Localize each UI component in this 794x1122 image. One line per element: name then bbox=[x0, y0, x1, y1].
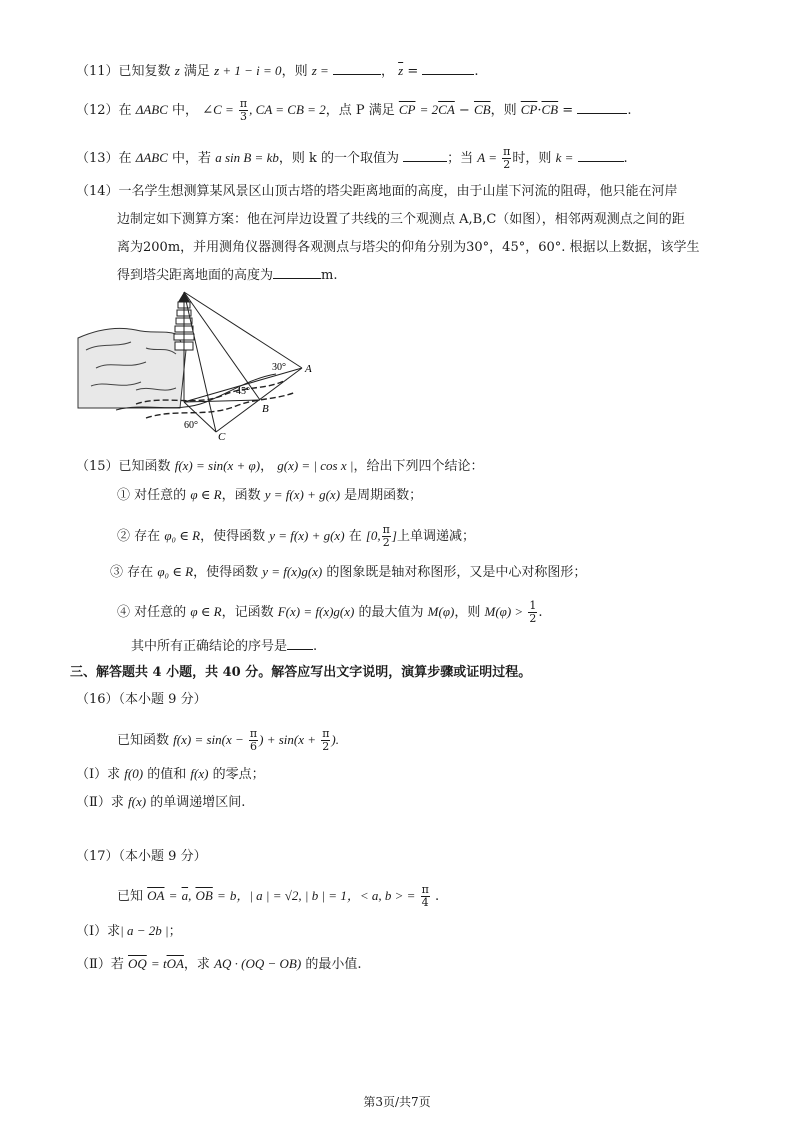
label-c: C bbox=[218, 431, 226, 440]
q11-zbar: $\overline{z}$ bbox=[398, 63, 404, 78]
q13-blank-2[interactable] bbox=[578, 149, 624, 162]
q12-vec-ca: $\overline{CA}$ bbox=[438, 102, 455, 117]
q12-vec-cb: $\overline{CB}$ bbox=[473, 102, 491, 117]
q17-end: . bbox=[434, 889, 440, 904]
q17-part2-b: = t bbox=[150, 956, 167, 971]
q15-blank[interactable] bbox=[287, 637, 313, 650]
q11-number: （11） bbox=[76, 64, 119, 79]
q15-conclusion-end: . bbox=[313, 639, 318, 654]
q15-f-def: f(x) = sin(x + φ) bbox=[174, 458, 261, 473]
q14-text-4: 得到塔尖距离地面的高度为 bbox=[117, 268, 274, 283]
label-60: 60° bbox=[184, 420, 198, 431]
q13-blank-1[interactable] bbox=[403, 149, 447, 162]
q12-dot: · bbox=[537, 103, 542, 118]
q15-item-4 bbox=[117, 600, 542, 625]
q15-item4-f: M(φ) bbox=[427, 604, 455, 619]
q15-item1-d: y = f(x) + g(x) bbox=[264, 487, 341, 502]
q12-fraction bbox=[239, 98, 248, 123]
q15-item2-d: y = f(x) + g(x) bbox=[269, 528, 345, 543]
q11-equation: z + 1 − i = 0 bbox=[214, 63, 282, 78]
q15-item4-frac-den: 2 bbox=[529, 612, 537, 625]
q17-vec-oa: $\overline{OA}$ bbox=[147, 888, 165, 903]
q13-frac-den: 2 bbox=[503, 158, 511, 171]
q13-k-eq: k = bbox=[555, 150, 574, 165]
q15-item2-frac bbox=[382, 524, 391, 549]
q15-item2-f: [0, bbox=[365, 528, 381, 543]
q17-vec-oa-2: $\overline{OA}$ bbox=[166, 956, 184, 971]
q13-text3: 时，则 bbox=[512, 151, 552, 166]
q17-part-2 bbox=[76, 955, 361, 974]
q15-item1-b: φ ∈ R bbox=[190, 487, 222, 502]
section-3-title: 三、解答题共 4 小题，共 40 分。解答应写出文字说明，演算步骤或证明过程。 bbox=[70, 665, 532, 680]
q12-eq2: = bbox=[562, 103, 574, 118]
q11-blank-2[interactable] bbox=[422, 62, 474, 75]
q15-item3-a: 存在 bbox=[127, 565, 154, 580]
q15-item4-c: ，记函数 bbox=[221, 605, 274, 620]
q15-item4-a: 对任意的 bbox=[134, 605, 187, 620]
q17-frac-num: π bbox=[421, 883, 429, 896]
q15-item-2 bbox=[117, 524, 475, 549]
q14-blank[interactable] bbox=[273, 266, 321, 279]
q13-mid: 中，若 bbox=[172, 151, 212, 166]
q14-unit: m. bbox=[321, 268, 338, 283]
q12-condition: , CA = CB = 2 bbox=[249, 102, 326, 117]
q16-part-1 bbox=[76, 765, 265, 784]
q12-vec-cp: $\overline{CP}$ bbox=[398, 102, 416, 117]
q13-stem: 在 bbox=[118, 151, 132, 166]
q15-item2-h: 上单调递减； bbox=[396, 529, 475, 544]
q14-line-3: 离为200m，并用测角仪器测得各观测点与塔尖的仰角分别为30°，45°，60°. 根据以上数据，该学生 bbox=[117, 240, 700, 255]
q15-item3-e: 的图象既是轴对称图形，又是中心对称图形； bbox=[326, 565, 587, 580]
q16-part-2 bbox=[76, 793, 245, 812]
q15-item-3 bbox=[110, 563, 586, 582]
q16-number: （16） bbox=[76, 692, 119, 707]
q15-item-1 bbox=[117, 486, 422, 505]
q16-frac-1 bbox=[249, 728, 258, 753]
q14-line-1 bbox=[76, 183, 678, 201]
q15-item4-num: ④ bbox=[117, 605, 131, 620]
q15-item2-b: φ₀ ∈ R bbox=[164, 528, 201, 543]
q11-z-equals: z = bbox=[311, 63, 329, 78]
q11-stem: 已知复数 bbox=[118, 64, 171, 79]
q17-vec-oq: $\overline{OQ}$ bbox=[128, 956, 147, 971]
q17-part2-e: 的最小值. bbox=[305, 957, 362, 972]
q15-number: （15） bbox=[76, 459, 119, 474]
q15-conclusion-text: 其中所有正确结论的序号是 bbox=[131, 639, 288, 654]
q17-frac bbox=[421, 884, 430, 909]
q17-part2-a: 若 bbox=[110, 957, 124, 972]
q15-item2-a: 存在 bbox=[134, 529, 161, 544]
q13-end: . bbox=[623, 151, 628, 166]
q12-mid: 中， bbox=[172, 103, 199, 118]
q15-item3-c: ，使得函数 bbox=[193, 565, 259, 580]
q17-vec-b: b bbox=[229, 888, 237, 903]
q15-item1-num: ① bbox=[117, 488, 131, 503]
q15-item2-num: ② bbox=[117, 529, 131, 544]
q15-item4-frac bbox=[528, 600, 537, 625]
q11: （11）已知复数 z 满足 z + 1 − i = 0，则 z = ， $\overline{z}$ = . bbox=[76, 63, 479, 79]
tower-diagram bbox=[76, 290, 326, 440]
q16-part2-num: （Ⅱ） bbox=[76, 795, 111, 810]
q12-number: （12） bbox=[76, 103, 119, 118]
q14-text-1: 一名学生想测算某风景区山顶古塔的塔尖距离地面的高度，由于山崖下河流的阻碍，他只能在河岸 bbox=[118, 184, 678, 199]
q17-number: （17） bbox=[76, 849, 119, 864]
q15-item2-frac-den: 2 bbox=[382, 536, 390, 549]
q17-vec-a: $\overline{a}$ bbox=[181, 888, 189, 903]
q17-eq-b: = bbox=[216, 888, 226, 903]
q16-f-c: ). bbox=[331, 732, 340, 747]
q14-line-2: 边制定如下测算方案：他在河岸边设置了共线的三个观测点 A,B,C（如图），相邻两观测点之间的距 bbox=[117, 212, 685, 227]
q12-stem: 在 bbox=[118, 103, 132, 118]
q13-a-eq: A = bbox=[477, 150, 498, 165]
page-footer: 第3页/共7页 bbox=[363, 1095, 431, 1109]
q11-separator: ， bbox=[380, 64, 394, 79]
observation-line bbox=[216, 368, 302, 432]
q17-comma: , bbox=[188, 888, 192, 903]
q15-stem bbox=[76, 457, 483, 476]
q17-part2-d: AQ · (OQ − OB) bbox=[214, 956, 302, 971]
q12-frac-den: 3 bbox=[240, 110, 248, 123]
label-a: A bbox=[305, 363, 312, 375]
q15-item2-frac-num: π bbox=[382, 523, 390, 536]
q15-item3-d: y = f(x)g(x) bbox=[262, 564, 323, 579]
q16-part1-num: （Ⅰ） bbox=[76, 767, 108, 782]
q13-triangle: ΔABC bbox=[135, 150, 168, 165]
q16-frac-2 bbox=[321, 728, 330, 753]
q17-eq-a: = bbox=[168, 888, 178, 903]
q17-part2-c: ，求 bbox=[183, 957, 210, 972]
q15-item2-g: ] bbox=[391, 528, 397, 543]
q17-stem-text: 已知 bbox=[117, 889, 144, 904]
q15-conclusion bbox=[131, 637, 317, 656]
q15-sep: ， bbox=[260, 459, 274, 474]
label-45: 45° bbox=[236, 386, 250, 397]
q17-points: （本小题 9 分） bbox=[118, 849, 207, 864]
q15-item2-c: ，使得函数 bbox=[200, 529, 266, 544]
q16-part1-c: 的值和 bbox=[147, 767, 187, 782]
q17-vec-ob: $\overline{OB}$ bbox=[195, 888, 213, 903]
q16-part2-b: f(x) bbox=[128, 794, 147, 809]
q16-part1-b: f(0) bbox=[124, 766, 144, 781]
q16-stem bbox=[117, 728, 339, 753]
label-30: 30° bbox=[272, 362, 286, 373]
q16-f-a: f(x) = sin(x − bbox=[173, 732, 244, 747]
q15-item1-a: 对任意的 bbox=[134, 488, 187, 503]
q16-frac2-den: 2 bbox=[322, 740, 330, 753]
q12-end: . bbox=[627, 103, 632, 118]
q15-item2-e: 在 bbox=[348, 529, 362, 544]
q15-item4-b: φ ∈ R bbox=[190, 604, 222, 619]
sightline-a bbox=[184, 292, 302, 368]
q15-item3-b: φ₀ ∈ R bbox=[157, 564, 194, 579]
q16-part1-d: f(x) bbox=[190, 766, 209, 781]
q15-item4-h: M(φ) > bbox=[484, 604, 524, 619]
q15-g-def: g(x) = | cos x | bbox=[277, 458, 354, 473]
q14-line-4 bbox=[117, 266, 337, 285]
q15-item1-c: ，函数 bbox=[221, 488, 261, 503]
q12-p-text: ，点 P 满足 bbox=[325, 103, 395, 118]
q15-item3-num: ③ bbox=[110, 565, 124, 580]
q13-number: （13） bbox=[76, 151, 119, 166]
q15-stem-text: 已知函数 bbox=[118, 459, 171, 474]
q12-minus: − bbox=[458, 103, 470, 118]
q13-frac-num: π bbox=[503, 145, 511, 158]
q16-header bbox=[76, 691, 207, 709]
q15-item4-frac-num: 1 bbox=[529, 599, 537, 612]
q17-part2-num: （Ⅱ） bbox=[76, 957, 111, 972]
q16-part1-a: 求 bbox=[107, 767, 121, 782]
q16-part2-a: 求 bbox=[110, 795, 124, 810]
q16-frac2-num: π bbox=[322, 727, 330, 740]
sightline-c bbox=[184, 292, 216, 432]
q12-then: ，则 bbox=[490, 103, 517, 118]
q16-stem-text: 已知函数 bbox=[117, 733, 170, 748]
q15-item4-d: F(x) = f(x)g(x) bbox=[277, 604, 355, 619]
q13 bbox=[76, 146, 628, 171]
q11-eq-sign: = bbox=[407, 64, 419, 79]
q17-frac-den: 4 bbox=[421, 896, 429, 909]
q12-angle: ∠C = bbox=[202, 102, 234, 117]
q11-blank-1[interactable] bbox=[333, 62, 381, 75]
cliff-rock bbox=[78, 328, 186, 408]
q15-item4-e: 的最大值为 bbox=[358, 605, 424, 620]
q15-item1-e: 是周期函数； bbox=[344, 488, 423, 503]
q13-text2: ；当 bbox=[447, 151, 474, 166]
q11-then: ，则 bbox=[281, 64, 308, 79]
q16-frac1-den: 6 bbox=[250, 740, 258, 753]
q15-item4-end: . bbox=[538, 605, 543, 620]
q17-part-1 bbox=[76, 922, 182, 941]
q13-condition: a sin B = kb bbox=[215, 150, 279, 165]
q13-text1: ，则 k 的一个取值为 bbox=[278, 151, 399, 166]
q12-frac-num: π bbox=[239, 97, 248, 110]
q11-end: . bbox=[474, 64, 479, 79]
q17-part1-num: （Ⅰ） bbox=[76, 924, 108, 939]
q11-condition: 满足 bbox=[183, 64, 210, 79]
q12-blank[interactable] bbox=[577, 101, 627, 114]
q13-fraction bbox=[502, 146, 511, 171]
q12-vec-cb-2: $\overline{CB}$ bbox=[541, 102, 559, 117]
q17-stem bbox=[117, 884, 439, 909]
label-b: B bbox=[262, 403, 269, 415]
q16-points: （本小题 9 分） bbox=[118, 692, 207, 707]
q14-figure bbox=[76, 290, 326, 440]
q16-part1-e: 的零点； bbox=[212, 767, 265, 782]
q12 bbox=[76, 98, 631, 123]
q16-part2-c: 的单调递增区间. bbox=[150, 795, 246, 810]
q12-vec-cp-2: $\overline{CP}$ bbox=[520, 102, 538, 117]
q17-header bbox=[76, 848, 207, 866]
q17-part1-b: | a − 2b | bbox=[120, 923, 169, 938]
q17-part1-c: ； bbox=[168, 924, 182, 939]
q16-f-b: ) + sin(x + bbox=[259, 732, 317, 747]
q17-part1-a: 求 bbox=[107, 924, 121, 939]
q12-triangle: ΔABC bbox=[135, 102, 168, 117]
q12-eq1: = 2 bbox=[419, 102, 439, 117]
q17-magnitudes: ，| a | = √2, | b | = 1 bbox=[236, 888, 347, 903]
q15-tail: ，给出下列四个结论： bbox=[353, 459, 484, 474]
q15-item4-g: ，则 bbox=[454, 605, 481, 620]
q14-number: （14） bbox=[76, 184, 119, 199]
q16-frac1-num: π bbox=[249, 727, 258, 740]
q17-angle: ，< a, b > = bbox=[346, 888, 416, 903]
